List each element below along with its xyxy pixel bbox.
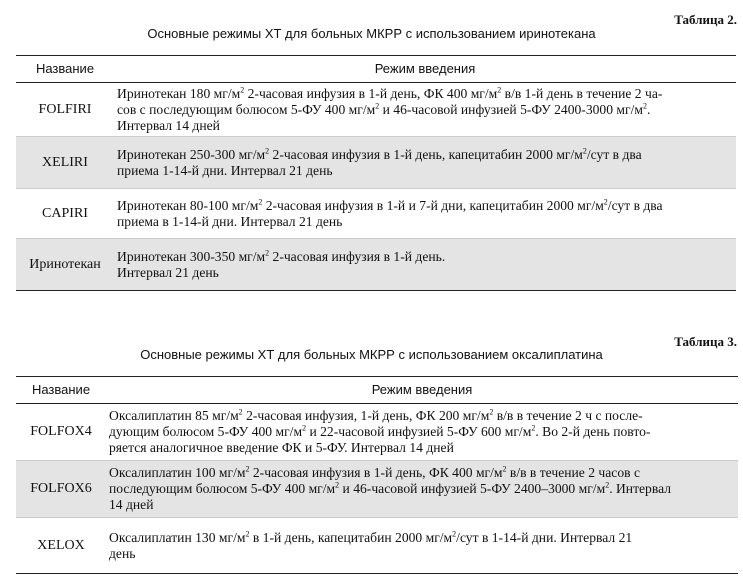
table-row [16,189,736,239]
table2-header-row [16,56,736,83]
regimen-line: Оксалиплатин 100 $мг/м^2$ 2-часовая инфузия в 1-й день, ФК 400 $мг/м^2$ в/в в течение 2 часов с [109,464,640,480]
table-row [16,404,738,461]
regimen-line: приема 1-14-й дни. Интервал 21 день [117,162,333,178]
regimen-name: FOLFIRI [16,83,114,137]
regimen-name: XELOX [16,518,106,574]
regimen-line: приема в 1-14-й дни. Интервал 21 день [117,213,343,229]
regimen-name: FOLFOX6 [16,461,106,518]
regimen-line: ряется аналогичное введение ФК и 5-ФУ. Интервал 14 дней [109,440,454,455]
table3-header-regimen: Режим введения [106,377,738,404]
table-row [16,137,736,189]
table2-number: Таблица 2. [674,12,737,27]
regimen-line: дующим болюсом 5-ФУ 400 $мг/м^2$ и 22-часовой инфузией 5-ФУ 600 $мг/м^2$. Во 2-й день повто- [109,423,651,439]
regimen-name: CAPIRI [16,189,114,239]
table2-caption: Основные режимы ХТ для больных МКРР с использованием иринотекана [147,26,596,41]
table-row [16,83,736,137]
table-row [16,239,736,291]
table-row [16,518,738,574]
regimen-line: Интервал 14 дней [117,117,220,133]
regimen-line: Иринотекан 180 $мг/м^2$ 2-часовая инфузия в 1-й день, ФК 400 $мг/м^2$ в/в 1-й день в течение 2 ча- [117,84,663,101]
regimen-line: Иринотекан 250-300 $мг/м^2$ 2-часовая инфузия в 1-й день, капецитабин 2000 $мг/м^2$/сут в два [117,145,642,162]
regimen-description [106,461,738,518]
regimen-line: Иринотекан 80-100 $мг/м^2$ 2-часовая инфузия в 1-й и 7-й дни, капецитабин 2000 $мг/м^2$/сут в два [117,196,663,213]
regimen-description [114,239,736,291]
regimen-line: Интервал 21 день [117,264,219,280]
regimen-line: 14 дней [109,497,154,512]
regimen-description [114,189,736,239]
table3-caption: Основные режимы ХТ для больных МКРР с использованием оксалиплатина [140,347,603,362]
regimen-description [114,83,736,137]
regimen-name: XELIRI [16,137,114,189]
regimen-description [106,404,738,461]
regimen-line: Оксалиплатин 85 $мг/м^2$ 2-часовая инфузия, 1-й день, ФК 200 $мг/м^2$ в/в в течение 2 ч с после- [109,407,643,423]
table3 [16,376,738,574]
regimen-line: Иринотекан 300-350 $мг/м^2$ 2-часовая инфузия в 1-й день. [117,247,446,264]
table3-header-row [16,377,738,404]
table3-number: Таблица 3. [674,334,737,349]
table2-header-name: Название [16,56,114,83]
regimen-line: последующим болюсом 5-ФУ 400 $мг/м^2$ и 46-часовой инфузией 5-ФУ 2400–3000 $мг/м^2$. Интервал [109,480,672,496]
regimen-line: сов с последующим болюсом 5-ФУ 400 $мг/м^2$ и 46-часовой инфузией 5-ФУ 2400-3000 $мг/м^2$. [117,100,651,117]
regimen-name: Иринотекан [16,239,114,291]
regimen-line: Оксалиплатин 130 $мг/м^2$ в 1-й день, капецитабин 2000 $мг/м^2$/сут в 1-14-й дни. Интервал 21 [109,528,633,545]
regimen-description [114,137,736,189]
table-row [16,461,738,518]
regimen-description [106,518,738,574]
table2-header-regimen: Режим введения [114,56,736,83]
regimen-line: день [109,545,136,561]
table3-header-name: Название [16,377,106,404]
table2 [16,55,736,291]
regimen-name: FOLFOX4 [16,404,106,461]
